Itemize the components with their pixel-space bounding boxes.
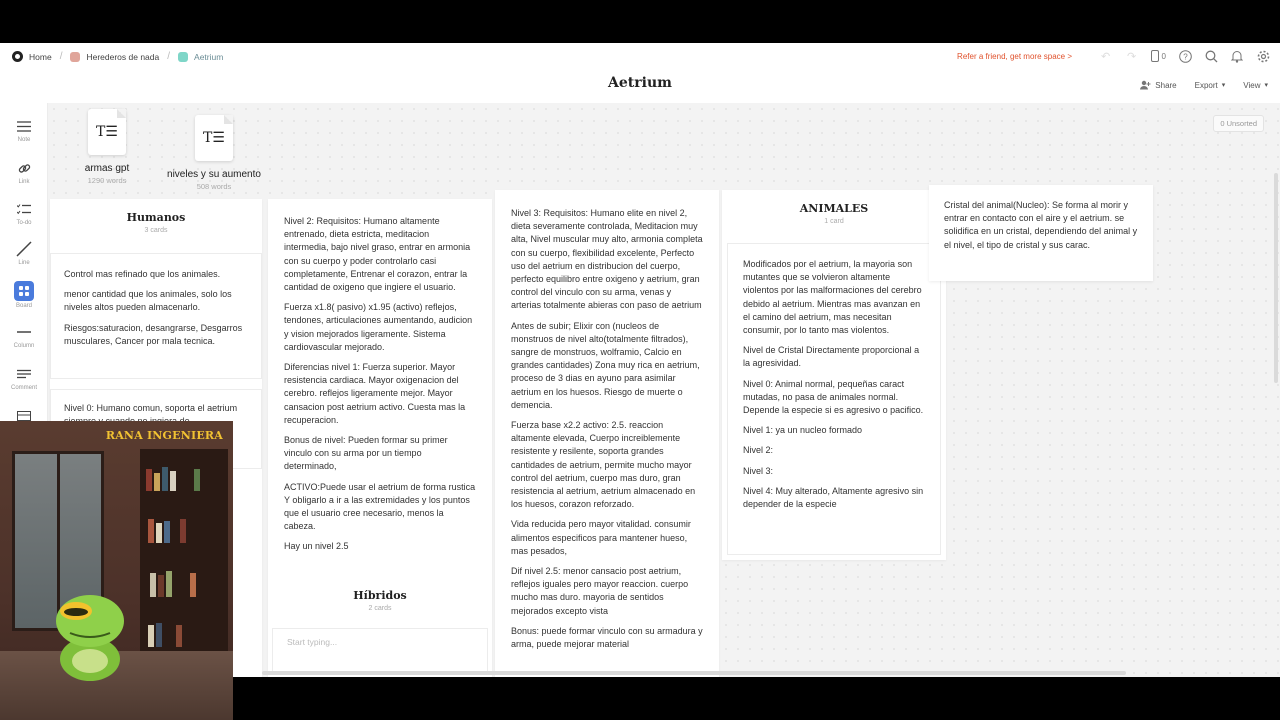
card-animales[interactable]: Modificados por el aetrium, la mayoria son mutantes que se volvieron altamente violentos por las malformaciones del cerebro debido al aetrium. Mientras mas avanzan en el camino del aetrium, mas necesitan consumir, por lo tanto mas violentos. Nivel de Cristal Directamente proporcional a la agresividad. Nivel 0: Animal normal, pequeñas caract mutadas, no pasa de animales normal. Depende la especie si es agresivo o pacifico. Nivel 1: ya un nucleo formado Nivel 2: Nivel 3: Nivel 4: Muy alterado, Altamente agresivo sin depender de la especie: [727, 243, 941, 555]
card-nivel2[interactable]: Nivel 2: Requisitos: Humano altamente entrenado, dieta estricta, meditacion intermedia, bajo nivel graso, entrar en armonia con su cuerpo y poder controlarlo casi completamente, Entrenar el corazon, entrar la cantidad de oxigeno que ingiere el usuario. Fuerza x1.8( pasivo) x1.95 (activo) reflejos, tendones, articulaciones aumentando, audicion y vision mejorados ligeramente. Sistema cardiovascular mejorado. Diferencias nivel 1: Fuerza superior. Mayor resistencia cardiaca. Mayor oxigenacion del cerebro. reflejos ligeramente mejor. Mayor cansacion post aetrium activo. Cuesta mas la recuperacion. Bonus de nivel: Pueden formar su primer vinculo con su arma por un tiempo determinado, ACTIVO:Puede usar el aetrium de forma rustica Y obligarlo a ir a las extremidades y los puntos que el usuario cree necesario, menos la cabeza. Hay un nivel 2.5: [270, 209, 490, 567]
board-color-icon: [70, 52, 80, 62]
breadcrumb-herederos[interactable]: Herederos de nada: [70, 52, 159, 62]
comment-icon: [14, 365, 34, 383]
document-niveles[interactable]: T☰ niveles y su aumento 508 words: [154, 115, 274, 191]
device-count: 0: [1161, 51, 1166, 61]
document-icon: T☰: [88, 109, 126, 155]
svg-text:?: ?: [1182, 51, 1188, 61]
card-cristal-nucleo[interactable]: Cristal del animal(Nucleo): Se forma al morir y entrar en contacto con el aire y el aetrium. se solidifica en un cristal, dependiendo del animal y el nivel, el tipo de cristal y sus carac.: [929, 185, 1153, 281]
breadcrumb: [12, 51, 223, 62]
breadcrumb-home[interactable]: Home: [12, 51, 52, 62]
page-title: Aetrium: [608, 75, 672, 91]
unsorted-button[interactable]: 0 Unsorted: [1213, 115, 1264, 132]
webcam-overlay: [0, 421, 233, 720]
tool-note[interactable]: Note: [0, 117, 48, 143]
webcam-title: RANA INGENIERA: [105, 429, 223, 442]
board-icon: [14, 281, 34, 301]
line-icon: [14, 240, 34, 258]
link-icon: [14, 159, 34, 177]
chevron-down-icon: ▾: [1264, 82, 1268, 89]
breadcrumb-aetrium[interactable]: Aetrium: [178, 52, 223, 62]
tool-board[interactable]: Board: [0, 281, 48, 309]
tool-link[interactable]: Link: [0, 159, 48, 185]
bell-icon[interactable]: [1230, 49, 1244, 63]
tool-line[interactable]: Line: [0, 240, 48, 266]
help-icon[interactable]: [1178, 49, 1192, 63]
top-icons: [1099, 49, 1270, 63]
note-icon: [14, 117, 34, 135]
view-button[interactable]: View ▾: [1243, 80, 1268, 90]
tool-todo[interactable]: To-do: [0, 200, 48, 226]
document-icon: T☰: [195, 115, 233, 161]
redo-icon[interactable]: ↷: [1126, 50, 1137, 63]
chevron-down-icon: ▾: [1221, 82, 1226, 89]
refer-friend-link[interactable]: Refer a friend, get more space >: [957, 52, 1072, 61]
card-nivel3[interactable]: Nivel 3: Requisitos: Humano elite en nivel 2, dieta severamente controlada, Meditacion muy alta, Nivel muscular muy alto, armonia completa con su cuerpo, flexibilidad excelente, Perfecto uso del aetrium en distribucion del cuerpo, perfecto equilibro entre oxigeno y aetrium, gran control del vinculo con su arma, venas y arterias totalmente abieras con paso de aetrium Antes de subir; Elixir con (nucleos de monstruos de nivel alto(totalmente filtrados), sangre de monstruos, wolframio, Calcio en grandes cantidades) Zona muy rica en aetrium, proceso de 3 dias en ayuno para asimilar aetrium en los huesos. Riesgo de muerte o demencia. Fuerza base x2.2 activo: 2.5. reaccion altamente elevada, Cuerpo increiblemente resistente y resilente, soporta grandes cantidades de aetrium, permite mucho mayor control del aetrium, cuerpo mas duro, gran resistencia al aetrium, aetrium almacenado en los huesos, corazon reforzado. Vida reducida pero mayor vitalidad. consumir alimentos especificos para mantener hueso, mas pesados, Dif nivel 2.5: menor cansacio post aetrium, reflejos iguales pero mayor reaccion. cuerpo mucho mas duro. mayoria de sentidos mejorados excepto vista Bonus: puede formar vinculo con su armadura y arma, puede mejorar material: [497, 201, 717, 664]
column-icon: [14, 323, 34, 341]
search-icon[interactable]: [1204, 49, 1218, 63]
column-header: ANIMALES 1 card: [799, 202, 869, 225]
breadcrumb-separator: /: [167, 51, 171, 62]
document-armas-gpt[interactable]: T☰ armas gpt 1290 words: [47, 109, 167, 185]
start-typing-input[interactable]: Start typing...: [272, 628, 488, 674]
tool-column[interactable]: Column: [0, 323, 48, 349]
add-user-icon: [1140, 80, 1151, 90]
export-button[interactable]: Export ▾: [1194, 80, 1226, 90]
column-header: Humanos 3 cards: [126, 211, 186, 234]
undo-icon[interactable]: ↶: [1100, 50, 1111, 63]
tool-comment[interactable]: Comment: [0, 365, 48, 391]
home-logo-icon: [12, 51, 23, 62]
frog-mascot-icon: [40, 581, 140, 681]
device-icon[interactable]: [1151, 49, 1166, 63]
todo-icon: [14, 200, 34, 218]
horizontal-scrollbar[interactable]: [262, 671, 1126, 675]
column-header-hibridos: Híbridos 2 cards: [353, 589, 407, 612]
bookshelf: [140, 449, 228, 679]
top-bar: [0, 43, 1280, 103]
vertical-scrollbar[interactable]: [1274, 173, 1278, 383]
card-humanos-nivel0[interactable]: Nivel 0: Humano comun, soporta el aetrium: [50, 389, 262, 469]
settings-gear-icon[interactable]: [1256, 49, 1270, 63]
board-color-icon: [178, 52, 188, 62]
breadcrumb-separator: /: [59, 51, 63, 62]
card-humanos-control[interactable]: Control mas refinado que los animales. menor cantidad que los animales, solo los niveles altos pueden almacenarlo. Riesgos:saturacion, desangrarse, Desgarros musculares, Cancer por mala tecnica.: [50, 253, 262, 379]
share-button[interactable]: Share: [1140, 80, 1176, 90]
board-toolbar: [1140, 80, 1268, 90]
